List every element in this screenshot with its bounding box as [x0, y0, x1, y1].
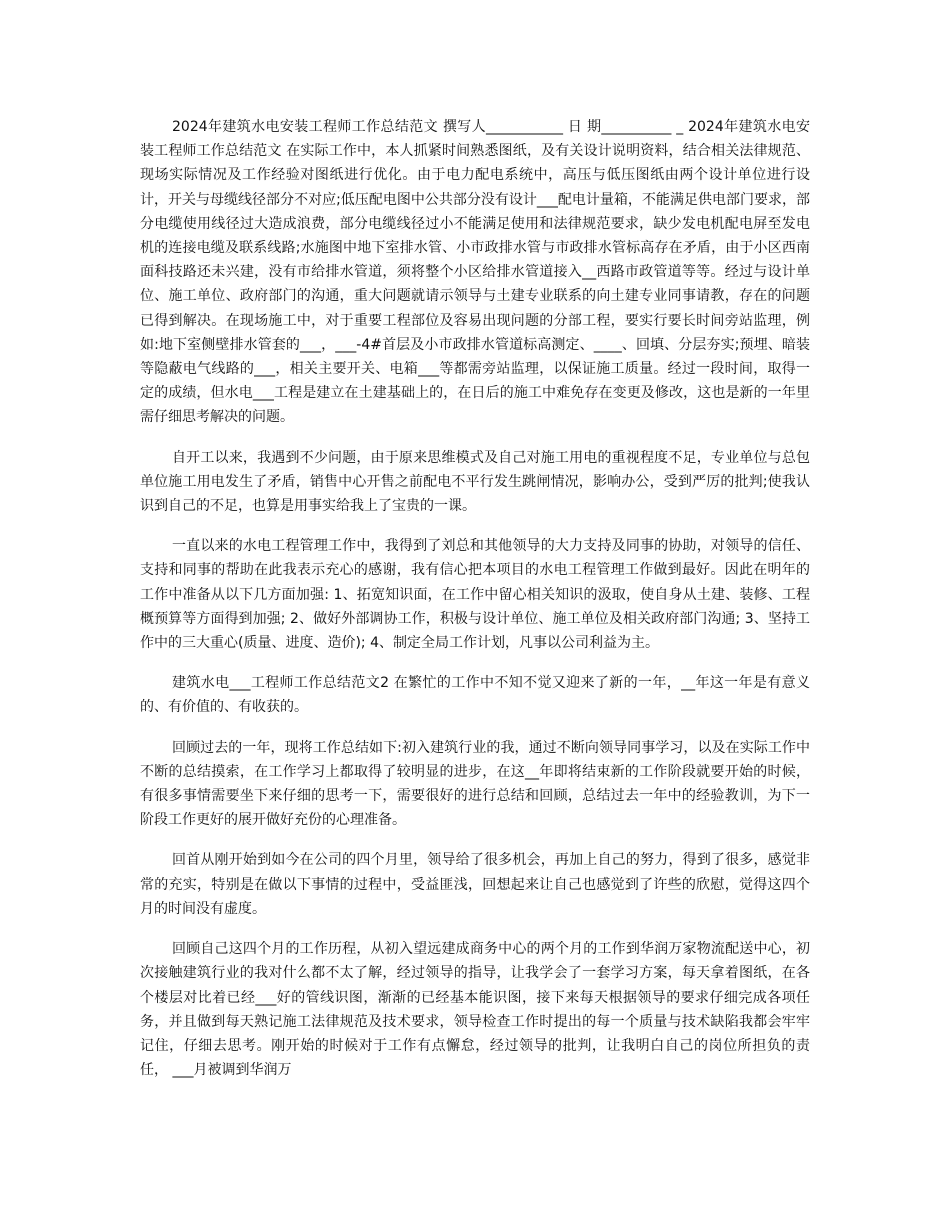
paragraph-7: 回顾自己这四个月的工作历程，从初入望远建成商务中心的两个月的工作到华润万家物流配送中心，初次接触建筑行业的我对什么都不太了解，经过领导的指导，让我学会了一套学习方案，每天拿着图纸，在各个楼层对比着已经___好的管线识图，渐渐的已经基本能识图，接下来每天根据领导的要求仔细完成各项任务，并且做到每天熟记施工法律规范及技术要求，领导检查工作时提出的每一个质量与技术缺陷我都会牢牢记住，仔细去思考。刚开始的时候对于工作有点懈怠，经过领导的批判，让我明白自己的岗位所担负的责任， ___月被调到华润万 [140, 941, 810, 1079]
paragraph-2: 自开工以来，我遇到不少问题，由于原来思维模式及自己对施工用电的重视程度不足，专业单位与总包单位施工用电发生了矛盾，销售中心开售之前配电不平行发生跳闸情况，影响办公，受到严厉的批判;使我认识到自己的不足，也算是用事实给我上了宝贵的一课。 [140, 449, 810, 515]
document-body [140, 115, 810, 1098]
paragraph-5: 回顾过去的一年，现将工作总结如下:初入建筑行业的我，通过不断向领导同事学习，以及在实际工作中不断的总结摸索，在工作学习上都取得了较明显的进步，在这__年即将结束新的工作阶段就要开始的时候，有很多事情需要坐下来仔细的思考一下，需要很好的进行总结和回顾，总结过去一年中的经验教训，为下一阶段工作更好的展开做好充份的心理准备。 [140, 739, 810, 829]
paragraph-3: 一直以来的水电工程管理工作中，我得到了刘总和其他领导的大力支持及同事的协助，对领导的信任、支持和同事的帮助在此我表示充心的感谢，我有信心把本项目的水电工程管理工作做到最好。因此在明年的工作中准备从以下几方面加强: 1、拓宽知识面，在工作中留心相关知识的汲取，使自身从土建、装修、工程概预算等方面得到加强; 2、做好外部调协工作，积极与设计单位、施工单位及相关政府部门沟通; 3、坚持工作中的三大重心(质量、进度、造价); 4、制定全局工作计划，凡事以公司利益为主。 [140, 538, 810, 652]
paragraph-6: 回首从刚开始到如今在公司的四个月里，领导给了很多机会，再加上自己的努力，得到了很多，感觉非常的充实，特别是在做以下事情的过程中，受益匪浅，回想起来让自己也感觉到了许些的欣慰，觉得这四个月的时间没有虚度。 [140, 852, 810, 917]
paragraph-1: 2024年建筑水电安装工程师工作总结范文 撰写人___________ 日 期__________ _ 2024年建筑水电安装工程师工作总结范文 在实际工作中，本人抓紧时间熟悉图纸，及有关设计说明资料，结合相关法律规范、现场实际情况及工作经验对图纸进行优化。由于电力配电系统中，高压与低压图纸由两个设计单位进行设计，开关与母缆线径部分不对应;低压配电图中公共部分没有设计___配电计量箱，不能满足供电部门要求，部分电缆使用线径过大造成浪费，部分电缆线径过小不能满足使用和法律规范要求，缺少发电机配电屏至发电机的连接电缆及联系线路;水施图中地下室排水管、小市政排水管与市政排水管标高存在矛盾，由于小区西南面科技路还未兴建，没有市给排水管道，须将整个小区给排水管道接入__西路市政管道等等。经过与设计单位、施工单位、政府部门的沟通，重大问题就请示领导与土建专业联系的向土建专业同事请教，存在的问题已得到解决。在现场施工中，对于重要工程部位及容易出现问题的分部工程，要实行要长时间旁站监理，例如:地下室侧壁排水管套的___，___-4#首层及小市政排水管道标高测定、____、回填、分层夯实;预埋、暗装等隐蔽电气线路的___，相关主要开关、电箱___等都需旁站监理，以保证施工质量。经过一段时间，取得一定的成绩，但水电___工程是建立在土建基础上的，在日后的施工中难免存在变更及修改，这也是新的一年里需仔细思考解决的问题。 [140, 119, 810, 426]
paragraph-4: 建筑水电___工程师工作总结范文2 在繁忙的工作中不知不觉又迎来了新的一年，__年这一年是有意义的、有价值的、有收获的。 [140, 675, 810, 716]
